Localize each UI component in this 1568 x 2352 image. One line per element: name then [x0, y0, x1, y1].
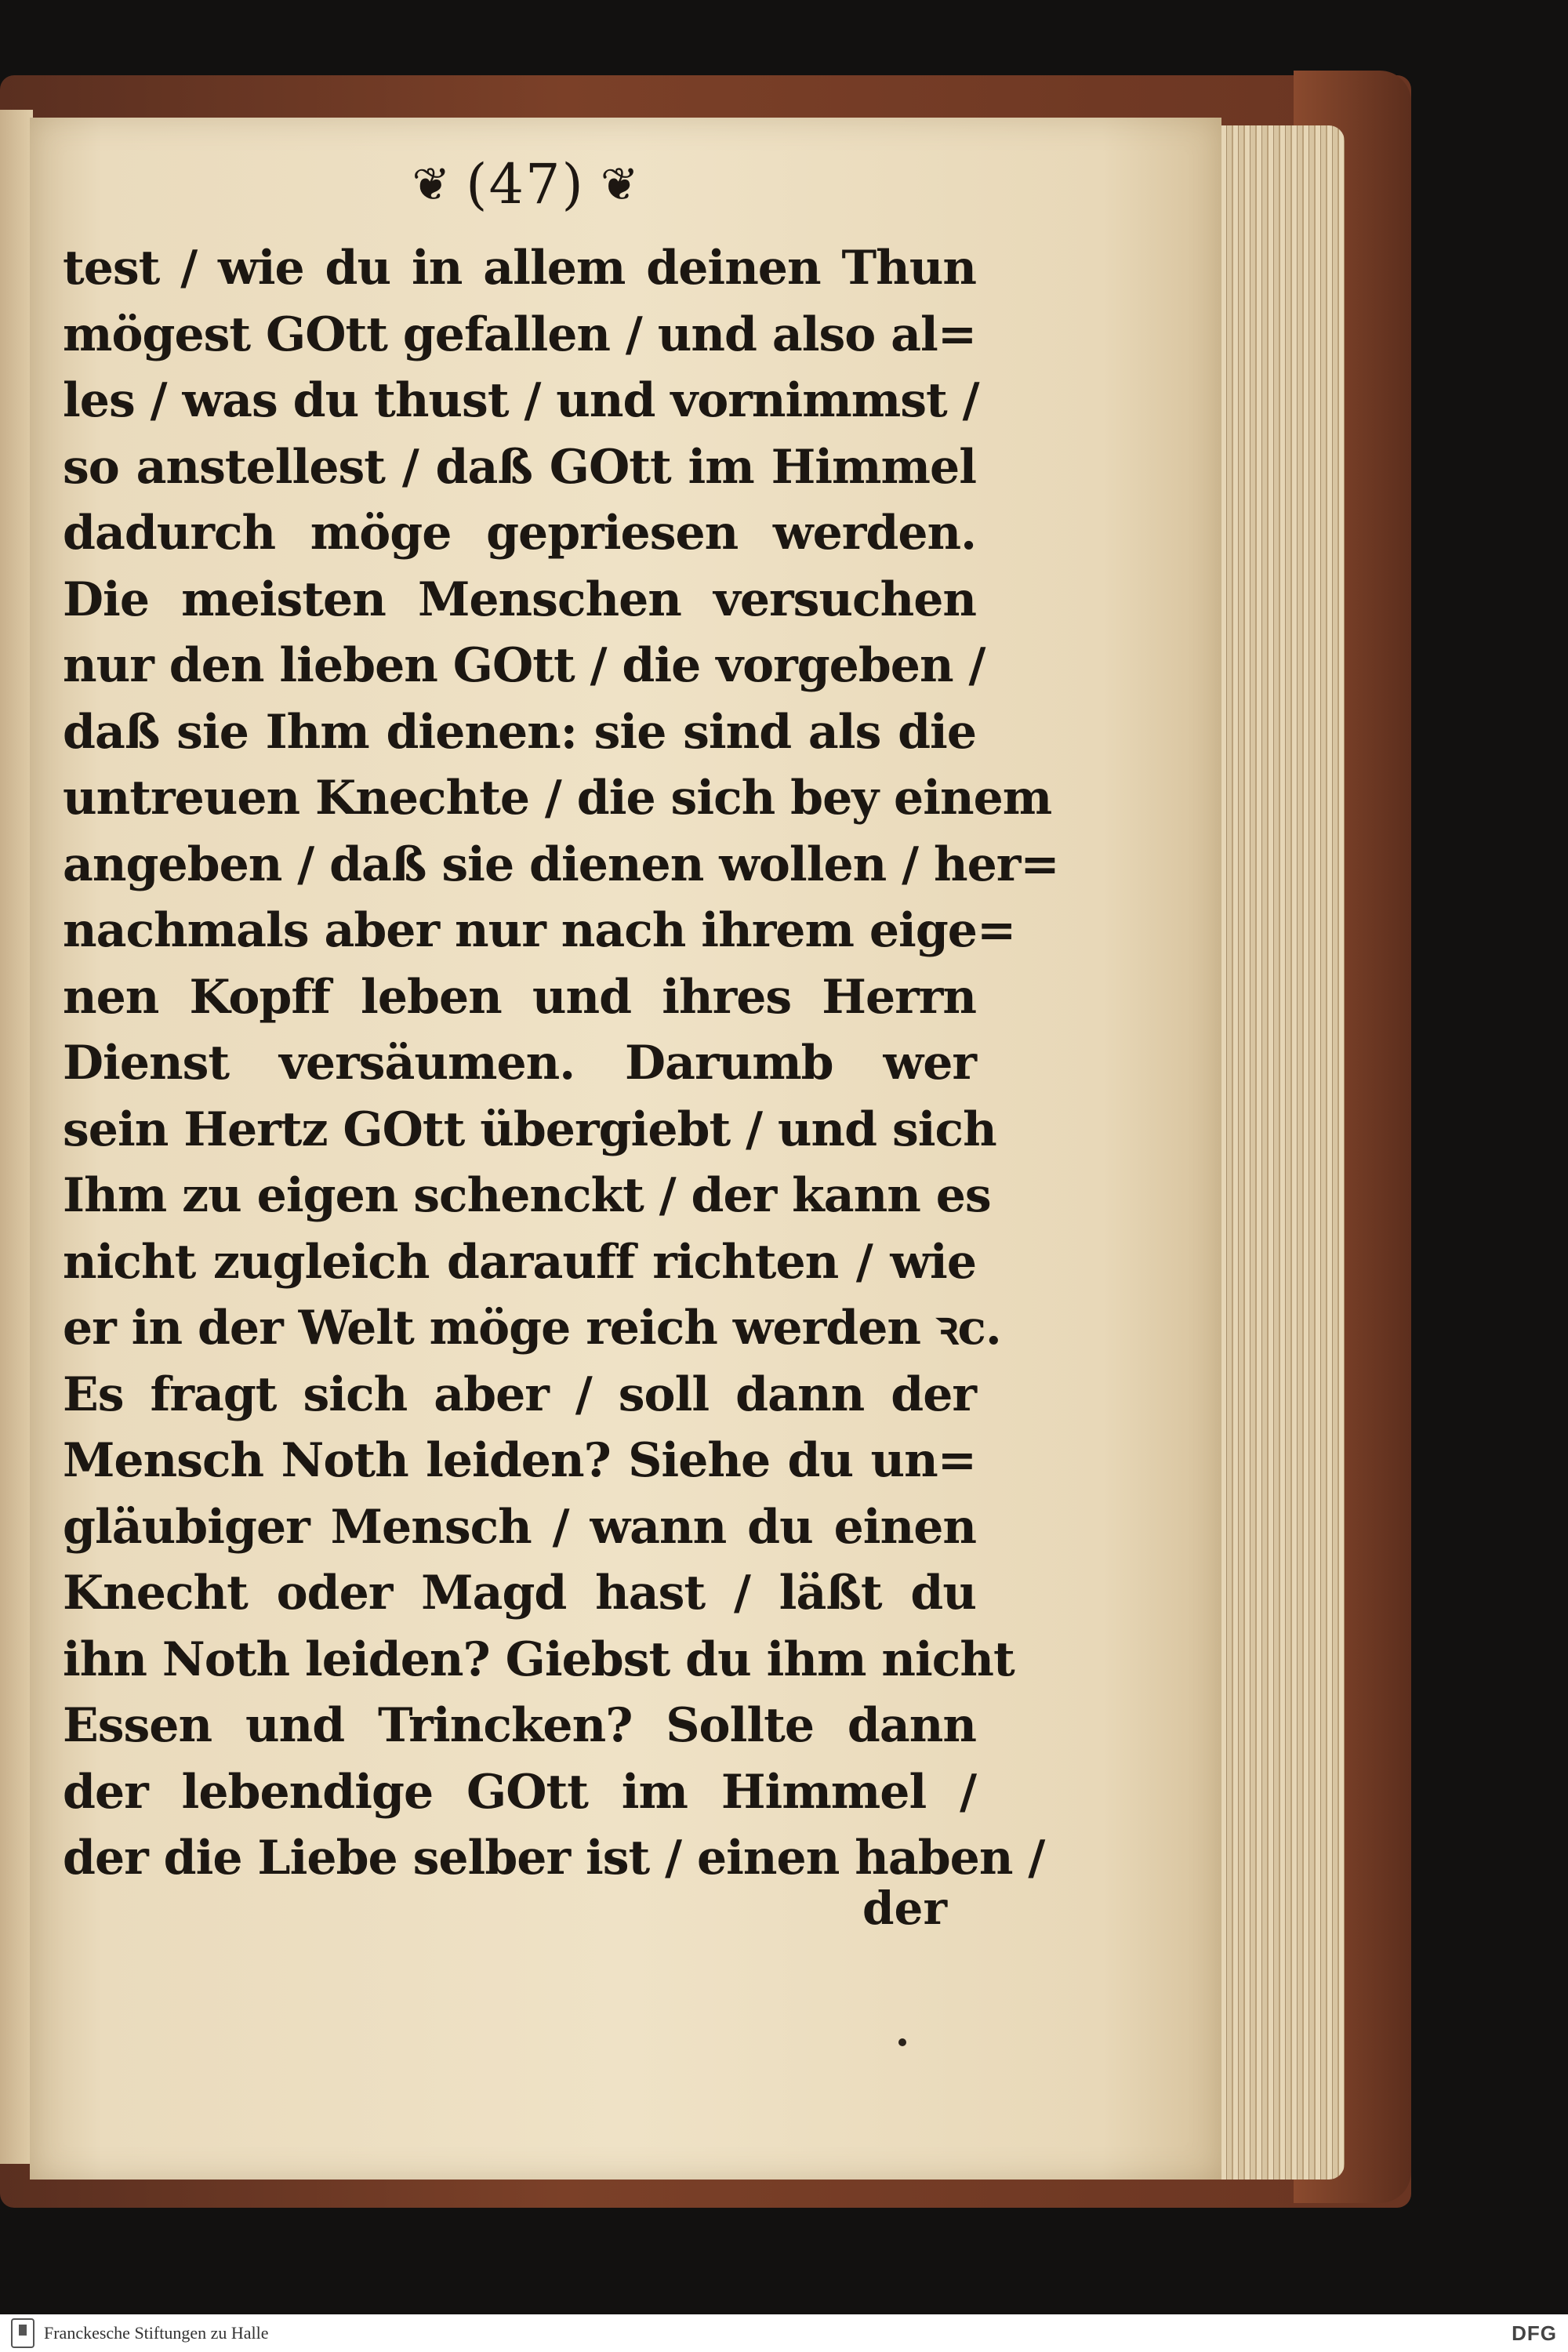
funder-logo: DFG: [1512, 2321, 1557, 2345]
text-line: nachmals aber nur nach ihrem eige=: [63, 903, 1016, 958]
text-line: sein Hertz GOtt übergiebt / und sich: [63, 1102, 996, 1157]
text-line: ihn Noth leiden? Giebst du ihm nicht: [63, 1632, 1014, 1687]
text-line: Essen und Trincken? Sollte dann: [63, 1698, 976, 1753]
text-line: Es fragt sich aber / soll dann der: [63, 1367, 976, 1422]
text-line: dadurch möge gepriesen werden.: [63, 506, 976, 561]
footer-branding: [11, 2318, 269, 2348]
text-line: Die meisten Menschen versuchen: [63, 572, 976, 627]
text-line: Knecht oder Magd hast / läßt du: [63, 1566, 976, 1621]
text-line: der lebendige GOtt im Himmel /: [63, 1764, 976, 1820]
page-edges: [1203, 125, 1345, 2180]
page-header: [329, 153, 721, 216]
text-line: les / was du thust / und vornimmst /: [63, 373, 979, 428]
text-line: der die Liebe selber ist / einen haben /: [63, 1831, 1045, 1886]
text-line: nur den lieben GOtt / die vorgeben /: [63, 638, 985, 693]
page-number: (47): [466, 152, 585, 216]
text-line: angeben / daß sie dienen wollen / her=: [63, 837, 1059, 892]
ornament-left-icon: ❦: [412, 158, 451, 211]
text-line: nen Kopff leben und ihres Herrn: [63, 969, 976, 1025]
text-line: Dienst versäumen. Darumb wer: [63, 1036, 976, 1091]
text-line: untreuen Knechte / die sich bey einem: [63, 771, 1052, 826]
text-line: Ihm zu eigen schenckt / der kann es: [63, 1168, 991, 1223]
ink-spot: [898, 2038, 906, 2046]
text-line: so anstellest / daß GOtt im Himmel: [63, 439, 976, 495]
text-line: nicht zugleich darauff richten / wie: [63, 1234, 976, 1290]
text-line: test / wie du in allem deinen Thun: [63, 241, 976, 296]
catchword: der: [862, 1882, 948, 1935]
viewer-footer: [0, 2314, 1568, 2352]
ornament-right-icon: ❦: [600, 158, 639, 211]
institution-logo-icon: [11, 2318, 34, 2348]
text-line: er in der Welt möge reich werden ꝛc.: [63, 1301, 1001, 1356]
left-page-edge: [0, 110, 33, 2164]
text-line: Mensch Noth leiden? Siehe du un=: [63, 1433, 976, 1488]
text-line: daß sie Ihm dienen: sie sind als die: [63, 704, 976, 760]
text-line: gläubiger Mensch / wann du einen: [63, 1499, 976, 1555]
page-body-text: [63, 235, 1059, 1892]
text-line: mögest GOtt gefallen / und also al=: [63, 307, 977, 362]
institution-name: Franckesche Stiftungen zu Halle: [44, 2323, 269, 2343]
